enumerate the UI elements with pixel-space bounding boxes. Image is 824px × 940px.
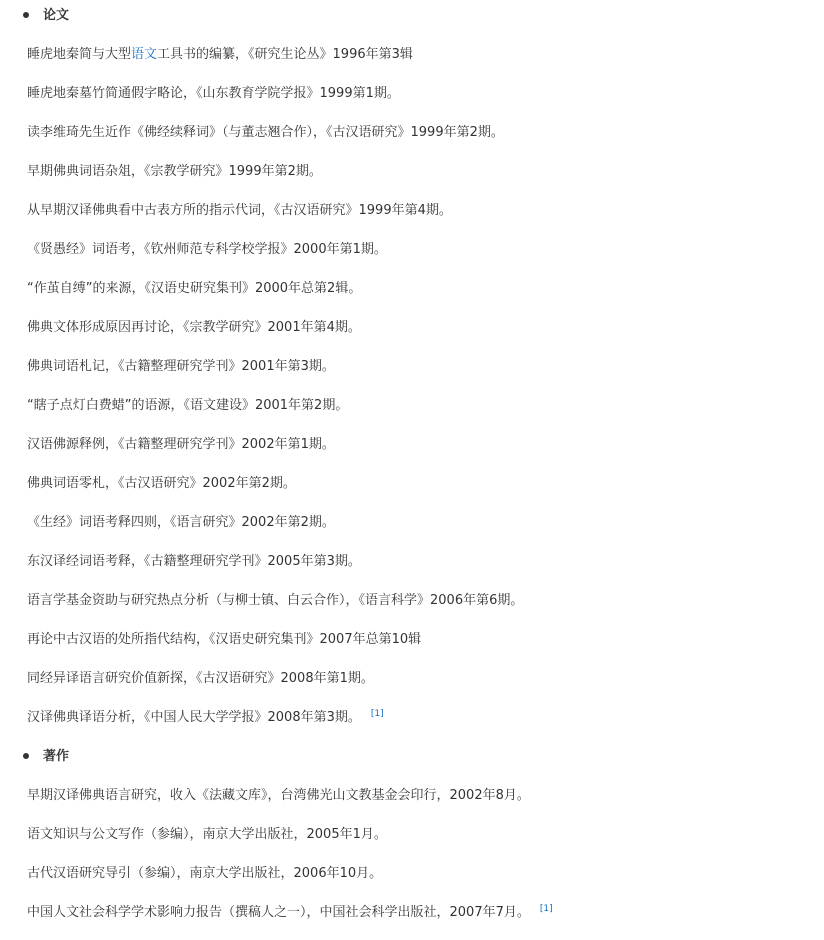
list-item: [27, 708, 384, 728]
list-item: 早期佛典词语杂俎，《宗教学研究》1999年第2期。: [27, 164, 322, 179]
list-item: “作茧自缚”的来源，《汉语史研究集刊》2000年总第2辑。: [27, 281, 362, 296]
list-item: 佛典文体形成原因再讨论，《宗教学研究》2001年第4期。: [27, 320, 361, 335]
entry-link[interactable]: 语文: [131, 47, 158, 62]
list-item: 同经异译语言研究价值新探，《古汉语研究》2008年第1期。: [27, 671, 374, 686]
bullet-icon: [23, 753, 29, 759]
list-item: 早期汉译佛典语言研究，收入《法藏文库》，台湾佛光山文教基金会印行，2002年8月。: [27, 788, 530, 803]
list-item: 东汉译经词语考释，《古籍整理研究学刊》2005年第3期。: [27, 554, 361, 569]
list-item: 语言学基金资助与研究热点分析（与柳士镇、白云合作），《语言科学》2006年第6期。: [27, 593, 524, 608]
entry-text-after-link: 工具书的编纂，《研究生论丛》1996年第3辑: [157, 47, 413, 62]
list-item: 佛典词语札记，《古籍整理研究学刊》2001年第3期。: [27, 359, 335, 374]
list-item: 《生经》词语考释四则，《语言研究》2002年第2期。: [27, 515, 335, 530]
list-item: 佛典词语零札，《古汉语研究》2002年第2期。: [27, 476, 296, 491]
entry-text: 中国人文社会科学学术影响力报告（撰稿人之一），中国社会科学出版社，2007年7月。: [27, 905, 530, 920]
entry-text: 汉译佛典译语分析，《中国人民大学学报》2008年第3期。: [27, 710, 361, 725]
list-item: 汉语佛源释例，《古籍整理研究学刊》2002年第1期。: [27, 437, 335, 452]
list-item: 读李维琦先生近作《佛经续释词》（与董志翘合作），《古汉语研究》1999年第2期。: [27, 125, 504, 140]
list-item: 从早期汉译佛典看中古表方所的指示代词，《古汉语研究》1999年第4期。: [27, 203, 452, 218]
list-item: “瞎子点灯白费蜡”的语源，《语文建设》2001年第2期。: [27, 398, 349, 413]
list-item: [27, 903, 553, 923]
list-item: [27, 45, 413, 65]
list-item: 语文知识与公文写作（参编），南京大学出版社，2005年1月。: [27, 827, 387, 842]
list-item: 睡虎地秦墓竹简通假字略论，《山东教育学院学报》1999第1期。: [27, 86, 400, 101]
section-title: 著作: [43, 749, 70, 764]
list-item: 再论中古汉语的处所指代结构，《汉语史研究集刊》2007年总第10辑: [27, 632, 422, 647]
list-item: 《贤愚经》词语考，《钦州师范专科学校学报》2000年第1期。: [27, 242, 387, 257]
entry-text-before-link: 睡虎地秦简与大型: [27, 47, 132, 62]
list-item: 古代汉语研究导引（参编），南京大学出版社，2006年10月。: [27, 866, 383, 881]
bullet-icon: [23, 12, 29, 18]
reference-link[interactable]: [1]: [370, 708, 384, 719]
reference-link[interactable]: [1]: [539, 903, 553, 914]
section-title: 论文: [43, 8, 70, 23]
